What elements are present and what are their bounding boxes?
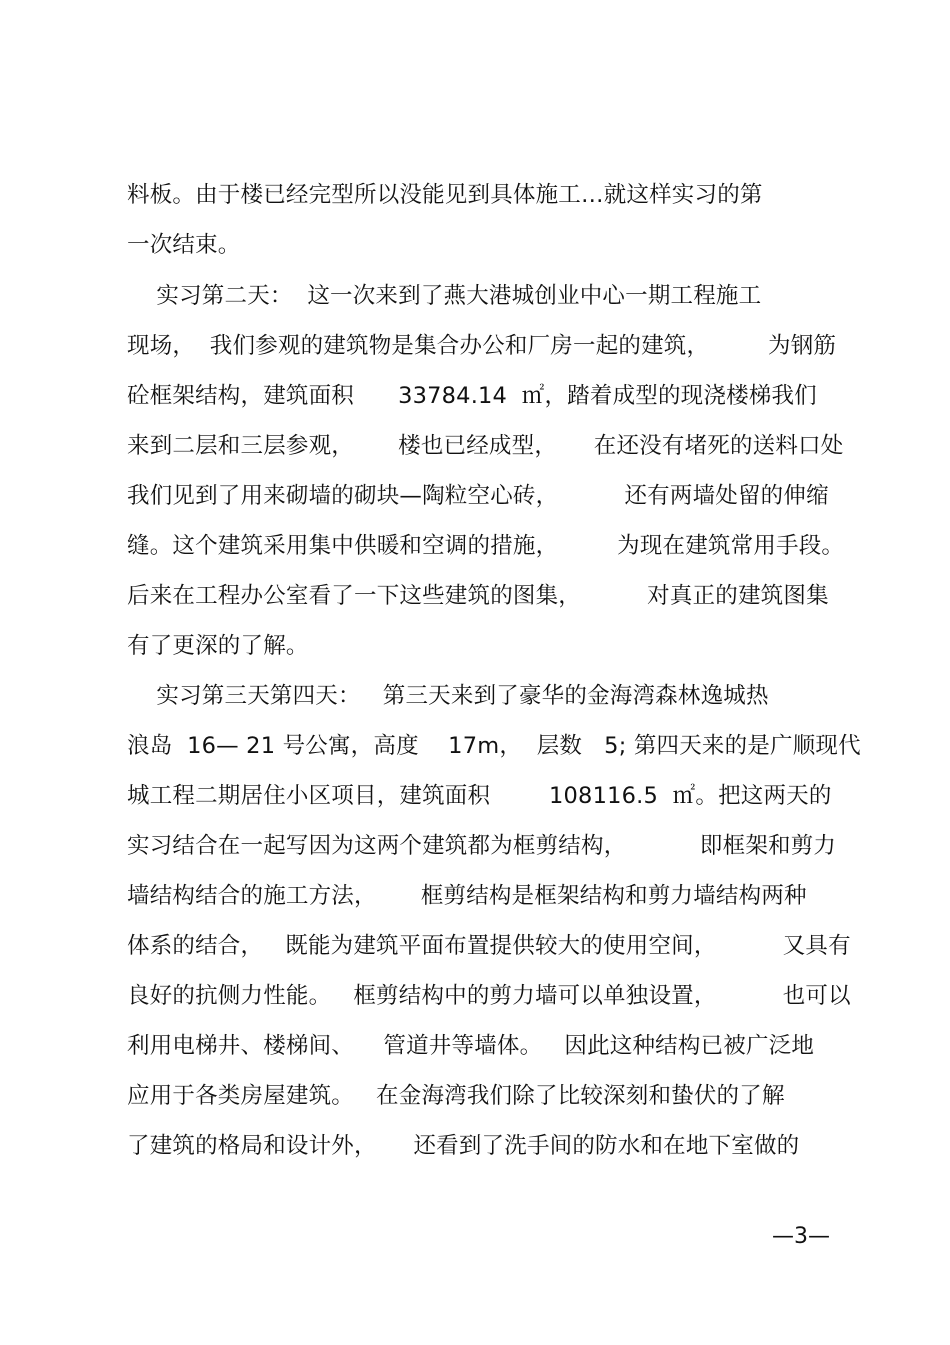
text-line: 有了更深的了解。 — [127, 633, 309, 659]
text-line: 实习第二天： 这一次来到了燕大港城创业中心一期工程施工 — [127, 283, 762, 309]
text-line: 实习第三天第四天： 第三天来到了豪华的金海湾森林逸城热 — [127, 683, 769, 709]
text-line: 实习结合在一起写因为这两个建筑都为框剪结构， 即框架和剪力 — [127, 833, 837, 859]
text-line: 我们见到了用来砌墙的砌块—陶粒空心砖， 还有两墙处留的伸缩 — [127, 483, 829, 509]
text-line: 后来在工程办公室看了一下这些建筑的图集， 对真正的建筑图集 — [127, 583, 829, 609]
text-line: 城工程二期居住小区项目，建筑面积 108116.5 ㎡。把这两天的 — [127, 783, 832, 809]
text-line: 缝。这个建筑采用集中供暖和空调的措施， 为现在建筑常用手段。 — [127, 533, 845, 559]
text-line: 料板。由于楼已经完型所以没能见到具体施工…就这样实习的第 — [127, 182, 763, 208]
text-line: 了建筑的格局和设计外， 还看到了洗手间的防水和在地下室做的 — [127, 1133, 800, 1159]
text-line: 一次结束。 — [127, 232, 241, 258]
page-number: —3— — [772, 1224, 830, 1249]
text-line: 墙结构结合的施工方法， 框剪结构是框架结构和剪力墙结构两种 — [127, 883, 807, 909]
text-line: 体系的结合， 既能为建筑平面布置提供较大的使用空间， 又具有 — [127, 933, 851, 959]
text-line: 现场， 我们参观的建筑物是集合办公和厂房一起的建筑， 为钢筋 — [127, 333, 837, 359]
text-line: 利用电梯井、楼梯间、 管道井等墙体。 因此这种结构已被广泛地 — [127, 1033, 815, 1059]
text-line: 砼框架结构，建筑面积 33784.14 ㎡，踏着成型的现浇楼梯我们 — [127, 383, 817, 409]
text-line: 来到二层和三层参观， 楼也已经成型， 在还没有堵死的送料口处 — [127, 433, 844, 459]
text-line: 应用于各类房屋建筑。 在金海湾我们除了比较深刻和蛰伏的了解 — [127, 1083, 785, 1109]
text-line: 良好的抗侧力性能。 框剪结构中的剪力墙可以单独设置， 也可以 — [127, 983, 851, 1009]
text-line: 浪岛 16— 21 号公寓，高度 17m， 层数 5; 第四天来的是广顺现代 — [127, 733, 861, 759]
